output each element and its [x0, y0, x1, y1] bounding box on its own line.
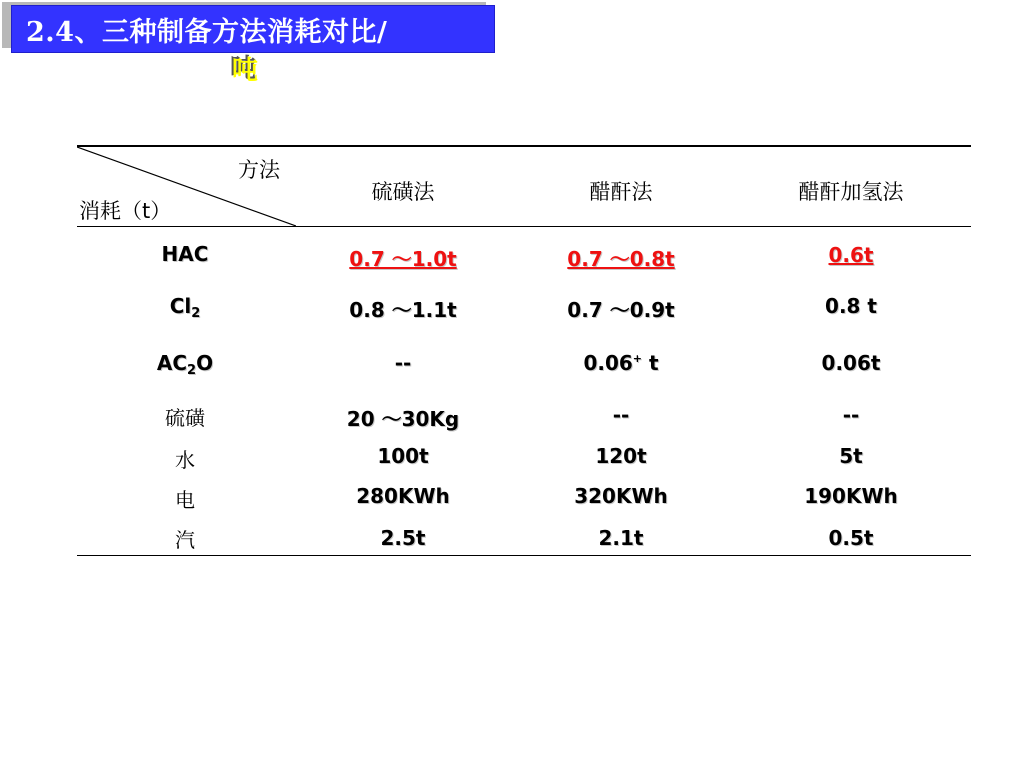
cell-hac-anhydride: 0.7 ～0.8t	[567, 247, 675, 271]
table-bottom-rule	[77, 555, 971, 556]
title-unit: 吨	[232, 56, 259, 86]
cell-ac2o-anhydride: 0.06+ t	[583, 351, 659, 375]
cell-steam-hydrogenation: 0.5t	[828, 526, 874, 550]
header-consumption-label: 消耗（t）	[79, 199, 172, 223]
cell-water-anhydride: 120t	[595, 444, 647, 468]
row-label-water: 水	[175, 448, 195, 472]
cell-hac-hydrogenation: 0.6t	[828, 243, 874, 267]
slide-title: 2.4、三种制备方法消耗对比/	[26, 17, 388, 48]
cell-sulfur-hydrogenation: --	[842, 403, 860, 427]
cell-ac2o-sulfur: --	[394, 351, 412, 375]
cell-steam-anhydride: 2.1t	[598, 526, 644, 550]
cell-electricity-sulfur: 280KWh	[356, 484, 450, 508]
cell-cl2-sulfur: 0.8 ～1.1t	[349, 298, 457, 322]
row-label-steam: 汽	[175, 528, 195, 552]
column-header-anhydride-hydrogenation-method: 醋酐加氢法	[798, 180, 904, 204]
title-banner	[11, 5, 495, 53]
cell-water-hydrogenation: 5t	[839, 444, 863, 468]
cell-electricity-anhydride: 320KWh	[574, 484, 668, 508]
cell-electricity-hydrogenation: 190KWh	[804, 484, 898, 508]
cell-cl2-anhydride: 0.7 ～0.9t	[567, 298, 675, 322]
column-header-sulfur-method: 硫磺法	[371, 180, 435, 204]
header-method-label: 方法	[238, 158, 280, 182]
row-label-sulfur: 硫磺	[165, 406, 205, 430]
row-label-electricity: 电	[175, 488, 195, 512]
cell-water-sulfur: 100t	[377, 444, 429, 468]
column-header-anhydride-method: 醋酐法	[589, 180, 653, 204]
row-label-cl2: $Cl_2$	[169, 294, 201, 321]
cell-sulfur-anhydride: --	[612, 403, 630, 427]
cell-hac-sulfur: 0.7 ～1.0t	[349, 247, 457, 271]
cell-sulfur-sulfur: 20 ～30Kg	[346, 407, 460, 431]
cell-steam-sulfur: 2.5t	[380, 526, 426, 550]
table-header-rule	[77, 226, 971, 227]
cell-ac2o-hydrogenation: 0.06t	[821, 351, 881, 375]
row-label-ac2o: $AC_2O$	[156, 351, 214, 378]
row-label-hac: HAC	[161, 242, 209, 266]
cell-cl2-hydrogenation: 0.8 t	[825, 294, 877, 318]
